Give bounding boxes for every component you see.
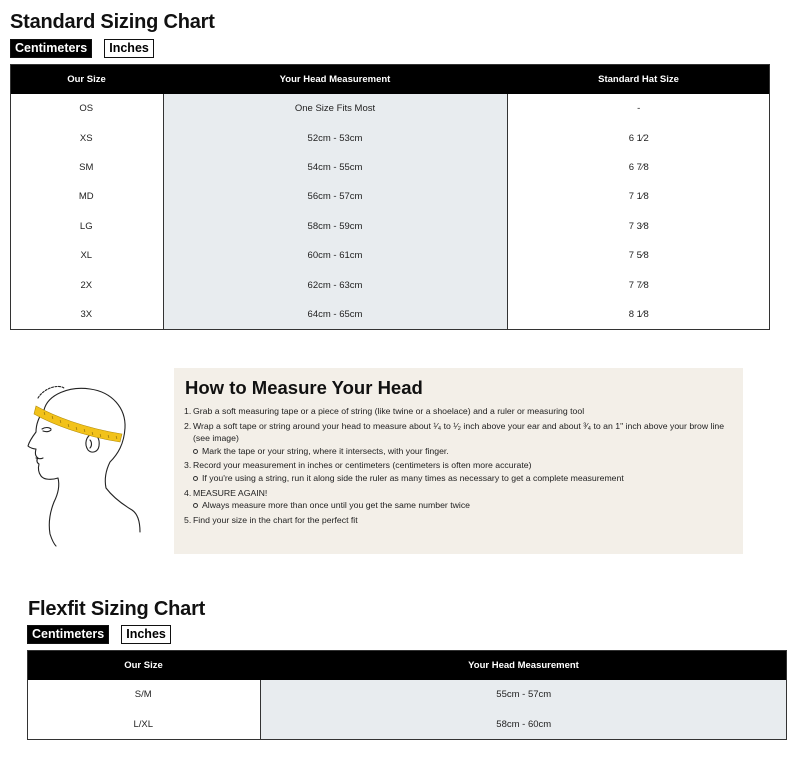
hat-size-cell: 7 3⁄8 (628, 220, 649, 232)
centimeters-tab[interactable]: Centimeters (10, 39, 92, 58)
shoulder-front (49, 502, 56, 546)
measurement-cell: 56cm - 57cm (163, 182, 507, 211)
size-cell: XL (80, 250, 93, 262)
table-row (10, 94, 770, 123)
step-text: Grab a soft measuring tape or a piece of string (like twine or a shoelace) and a ruler or measuring tool (193, 406, 585, 416)
step-number: 1. (184, 406, 192, 416)
substep-item: Always measure more than once until you get the same number twice (184, 499, 736, 512)
measurement-cell: 55cm - 57cm (260, 680, 787, 709)
measurement-cell: 64cm - 65cm (163, 300, 507, 329)
size-cell: XS (79, 132, 93, 144)
size-cell: OS (79, 103, 94, 115)
measurement-cell: 60cm - 61cm (163, 241, 507, 270)
header-hat-size: Standard Hat Size (507, 64, 770, 94)
standard-chart-title: Standard Sizing Chart (10, 11, 215, 33)
mouth (36, 458, 43, 459)
how-to-measure-panel (174, 368, 743, 554)
step-text: Record your measurement in inches or centimeters (centimeters is often more accurate) (193, 460, 532, 471)
table-row (27, 709, 787, 738)
head-measure-illustration (14, 382, 144, 548)
table-row (10, 270, 770, 299)
table-header-row (27, 650, 787, 680)
neck-back (106, 488, 140, 532)
step-text: Find your size in the chart for the perfect fit (193, 514, 358, 525)
hat-size-cell: 6 1⁄2 (628, 132, 649, 144)
size-cell: 2X (80, 279, 93, 291)
step-text: Wrap a soft tape or string around your head to measure about ¹⁄₄ to ¹⁄₂ inch above your ear and about ³⁄₄ to an 1" inch above your brow line (see image) (193, 420, 725, 444)
measurement-cell: 58cm - 60cm (260, 709, 787, 738)
step-number: 5. (184, 514, 192, 525)
measurement-cell: 58cm - 59cm (163, 212, 507, 241)
hat-size-cell: 7 1⁄8 (628, 191, 649, 203)
measurement-cell: One Size Fits Most (163, 94, 507, 123)
substep-item: Mark the tape or your string, where it intersects, with your finger. (184, 445, 736, 458)
substep-item: If you're using a string, run it along side the ruler as many times as necessary to get a complete measurement (184, 472, 736, 485)
measurement-cell: 62cm - 63cm (163, 270, 507, 299)
step-item (184, 459, 736, 472)
header-head-measurement: Your Head Measurement (163, 64, 507, 94)
measure-steps-list (184, 405, 736, 526)
flexfit-centimeters-tab[interactable]: Centimeters (27, 625, 109, 644)
table-row (10, 241, 770, 270)
flexfit-chart-title: Flexfit Sizing Chart (28, 598, 206, 620)
table-header-row (10, 64, 770, 94)
header-head-measurement: Your Head Measurement (260, 650, 787, 680)
measurement-cell: 54cm - 55cm (163, 153, 507, 182)
flexfit-size-table (27, 650, 787, 739)
table-row (10, 300, 770, 329)
size-cell: L/XL (133, 718, 154, 730)
table-row (27, 680, 787, 709)
standard-unit-toggle (10, 39, 154, 58)
step-number: 2. (184, 420, 192, 431)
step-item (184, 487, 736, 500)
table-row (10, 153, 770, 182)
header-our-size: Our Size (10, 64, 163, 94)
hat-size-cell: 6 7⁄8 (628, 161, 649, 173)
step-number: 3. (184, 460, 192, 471)
hat-size-cell: 8 1⁄8 (628, 308, 649, 320)
measuring-tape (34, 406, 122, 442)
table-row (10, 182, 770, 211)
size-cell: 3X (80, 308, 93, 320)
size-cell: LG (79, 220, 93, 232)
eye (42, 428, 51, 430)
step-item (184, 420, 736, 445)
flexfit-inches-tab[interactable]: Inches (121, 625, 171, 644)
size-cell: MD (78, 191, 94, 203)
measurement-cell: 52cm - 53cm (163, 123, 507, 152)
hat-size-cell: 7 5⁄8 (628, 250, 649, 262)
hat-size-cell: 7 7⁄8 (628, 279, 649, 291)
step-item (184, 514, 736, 527)
table-row (10, 212, 770, 241)
inches-tab[interactable]: Inches (104, 39, 154, 58)
step-item (184, 405, 736, 418)
step-text: MEASURE AGAIN! (193, 487, 268, 498)
hat-size-cell: - (637, 103, 641, 115)
header-our-size: Our Size (27, 650, 260, 680)
size-cell: SM (79, 161, 94, 173)
standard-size-table (10, 64, 770, 329)
how-to-measure-title: How to Measure Your Head (185, 377, 423, 398)
flexfit-unit-toggle (27, 625, 171, 644)
size-cell: S/M (134, 689, 152, 701)
step-number: 4. (184, 487, 192, 498)
table-row (10, 123, 770, 152)
